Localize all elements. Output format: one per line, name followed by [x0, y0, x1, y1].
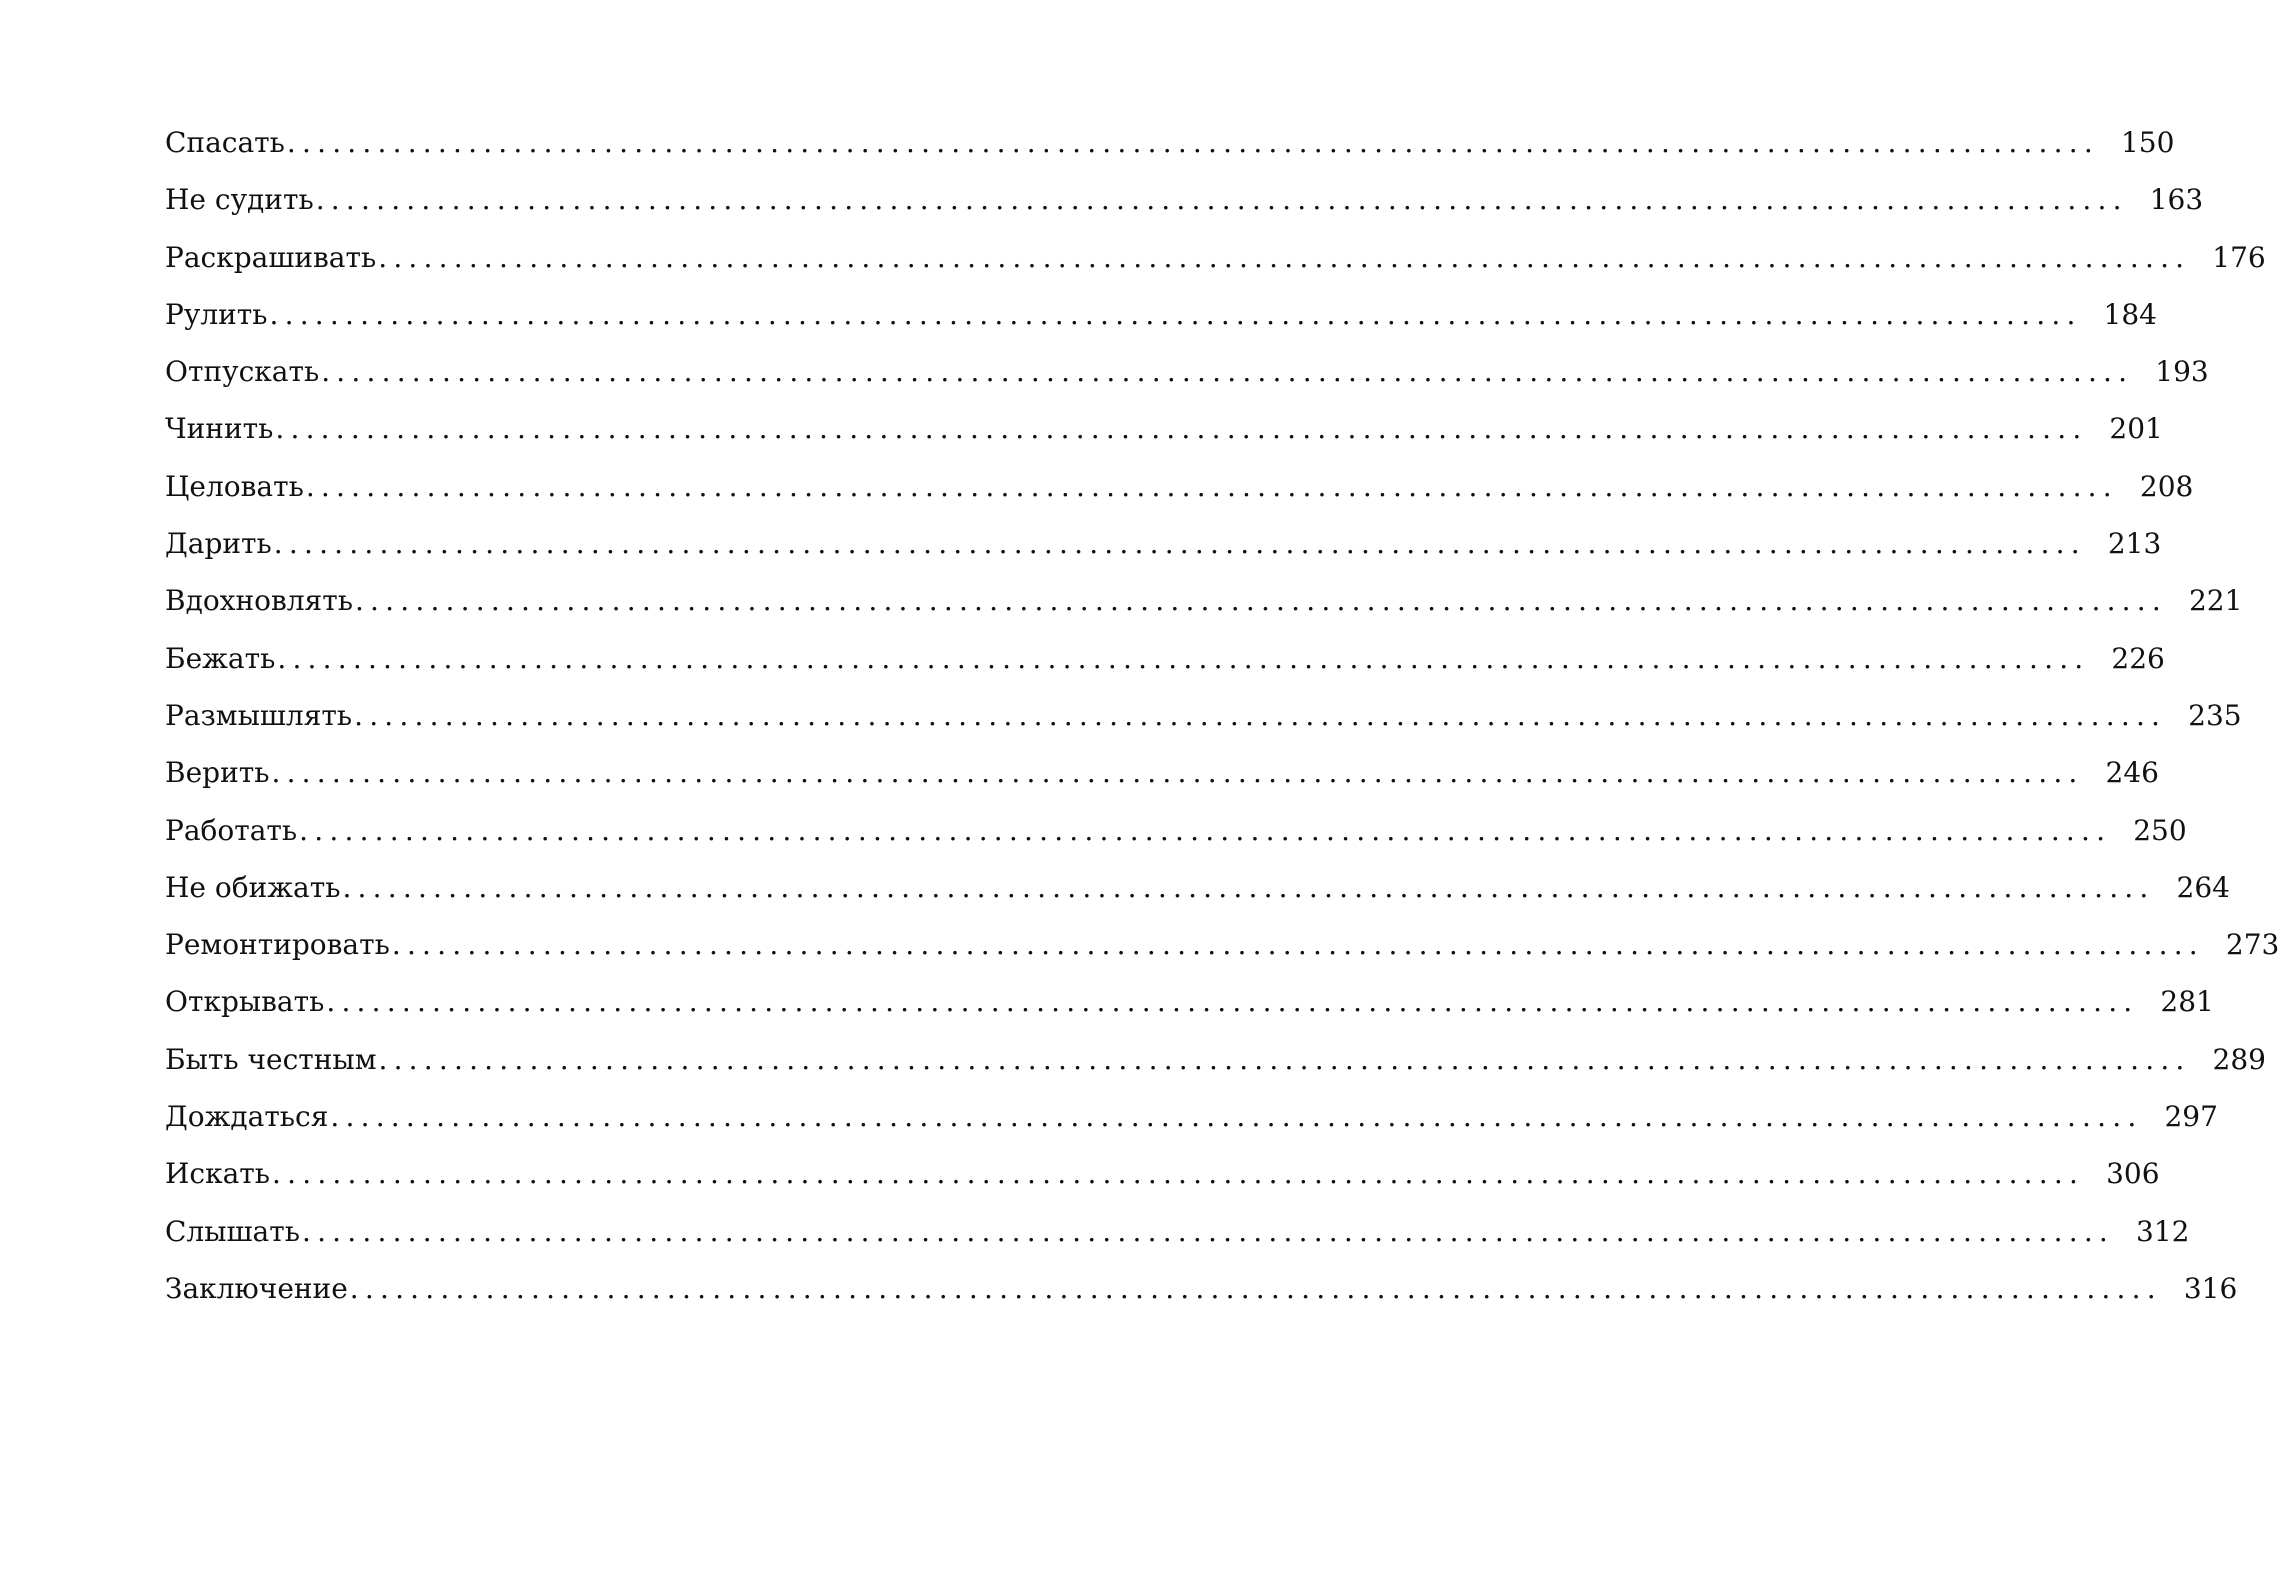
toc-entry-title: Заключение: [165, 1271, 348, 1305]
toc-dot-leader: ........................................................................................................................: [326, 985, 2139, 1019]
toc-entry-title: Работать: [165, 813, 298, 847]
toc-dot-leader: ........................................................................................................................: [275, 412, 2088, 446]
toc-entry-title: Размышлять: [165, 698, 353, 732]
toc-entry-title: Не обижать: [165, 870, 341, 904]
toc-entry-page: 221: [2188, 584, 2243, 618]
toc-entry: [165, 183, 2204, 240]
toc-entry: [165, 1271, 2238, 1329]
toc-dot-leader: ........................................................................................................................: [277, 641, 2090, 675]
toc-dot-leader: ........................................................................................................................: [269, 297, 2082, 331]
toc-entry-page: 306: [2106, 1157, 2160, 1191]
toc-entry-title: Не судить: [165, 183, 314, 217]
toc-dot-leader: ........................................................................................................................: [354, 584, 2167, 618]
toc-entry: [165, 756, 2159, 813]
toc-entry-page: 201: [2109, 412, 2163, 446]
toc-entry: [165, 698, 2242, 756]
toc-dot-leader: ........................................................................................................................: [321, 355, 2134, 389]
toc-entry: [165, 469, 2194, 527]
toc-dot-leader: ........................................................................................................................: [342, 870, 2155, 904]
toc-dot-leader: ........................................................................................................................: [286, 126, 2099, 159]
toc-dot-leader: ........................................................................................................................: [271, 756, 2084, 790]
toc-entry-page: 264: [2176, 870, 2230, 904]
toc-entry-page: 297: [2164, 1100, 2218, 1134]
toc-entry-page: 312: [2136, 1214, 2190, 1248]
toc-dot-leader: ........................................................................................................................: [301, 1214, 2115, 1248]
toc-entry-page: 281: [2160, 985, 2214, 1019]
toc-entry-title: Быть честным: [165, 1042, 377, 1076]
toc-dot-leader: ........................................................................................................................: [378, 1042, 2191, 1076]
toc-dot-leader: ........................................................................................................................: [330, 1100, 2143, 1134]
toc-entry-page: 246: [2105, 756, 2159, 790]
toc-dot-leader: ........................................................................................................................: [354, 698, 2167, 732]
toc-entry-title: Вдохновлять: [165, 584, 353, 618]
toc-entry-page: 289: [2212, 1042, 2266, 1076]
toc-entry-page: 213: [2107, 527, 2162, 561]
toc-entry-page: 208: [2139, 469, 2194, 503]
toc-entry-title: Открывать: [165, 985, 325, 1019]
toc-entry-title: Дарить: [165, 527, 272, 561]
toc-entry-title: Спасать: [165, 126, 285, 159]
toc-entry-page: 250: [2133, 813, 2187, 847]
toc-entry-title: Чинить: [165, 412, 274, 446]
table-of-contents: [165, 126, 2279, 1329]
toc-entry: [165, 1214, 2190, 1272]
toc-entry: [165, 240, 2266, 298]
toc-entry-page: 176: [2212, 240, 2266, 274]
toc-entry-title: Бежать: [165, 641, 276, 675]
toc-entry: [165, 126, 2175, 183]
toc-entry: [165, 1157, 2160, 1214]
toc-entry-title: Раскрашивать: [165, 240, 377, 274]
toc-dot-leader: ........................................................................................................................: [273, 527, 2086, 561]
toc-entry: [165, 297, 2157, 355]
toc-entry-title: Целовать: [165, 469, 304, 503]
toc-entry: [165, 584, 2243, 641]
toc-dot-leader: ........................................................................................................................: [349, 1271, 2162, 1305]
toc-entry-title: Ремонтировать: [165, 928, 390, 962]
toc-entry: [165, 870, 2230, 928]
toc-entry: [165, 813, 2187, 871]
toc-entry: [165, 641, 2165, 699]
toc-entry-page: 184: [2103, 297, 2157, 331]
toc-entry-page: 150: [2120, 126, 2175, 159]
toc-dot-leader: ........................................................................................................................: [299, 813, 2112, 847]
toc-entry: [165, 527, 2162, 584]
toc-entry-page: 316: [2183, 1271, 2238, 1305]
toc-entry-title: Рулить: [165, 297, 268, 331]
toc-entry-page: 235: [2188, 698, 2242, 732]
toc-entry-title: Слышать: [165, 1214, 300, 1248]
toc-entry-title: Верить: [165, 756, 270, 790]
toc-entry-title: Отпускать: [165, 355, 320, 389]
toc-entry: [165, 985, 2214, 1042]
toc-entry: [165, 355, 2209, 412]
toc-dot-leader: ........................................................................................................................: [305, 469, 2118, 503]
toc-dot-leader: ........................................................................................................................: [391, 928, 2204, 962]
toc-entry-page: 193: [2155, 355, 2209, 389]
toc-entry-page: 226: [2111, 641, 2165, 675]
toc-dot-leader: ........................................................................................................................: [272, 1157, 2085, 1191]
toc-entry: [165, 928, 2279, 985]
toc-dot-leader: ........................................................................................................................: [378, 240, 2191, 274]
toc-entry-page: 273: [2225, 928, 2279, 962]
toc-entry: [165, 1042, 2266, 1100]
toc-entry: [165, 1100, 2218, 1157]
toc-entry-title: Дождаться: [165, 1100, 329, 1134]
toc-dot-leader: ........................................................................................................................: [315, 183, 2128, 217]
toc-entry: [165, 412, 2163, 469]
toc-entry-page: 163: [2149, 183, 2204, 217]
toc-entry-title: Искать: [165, 1157, 271, 1191]
